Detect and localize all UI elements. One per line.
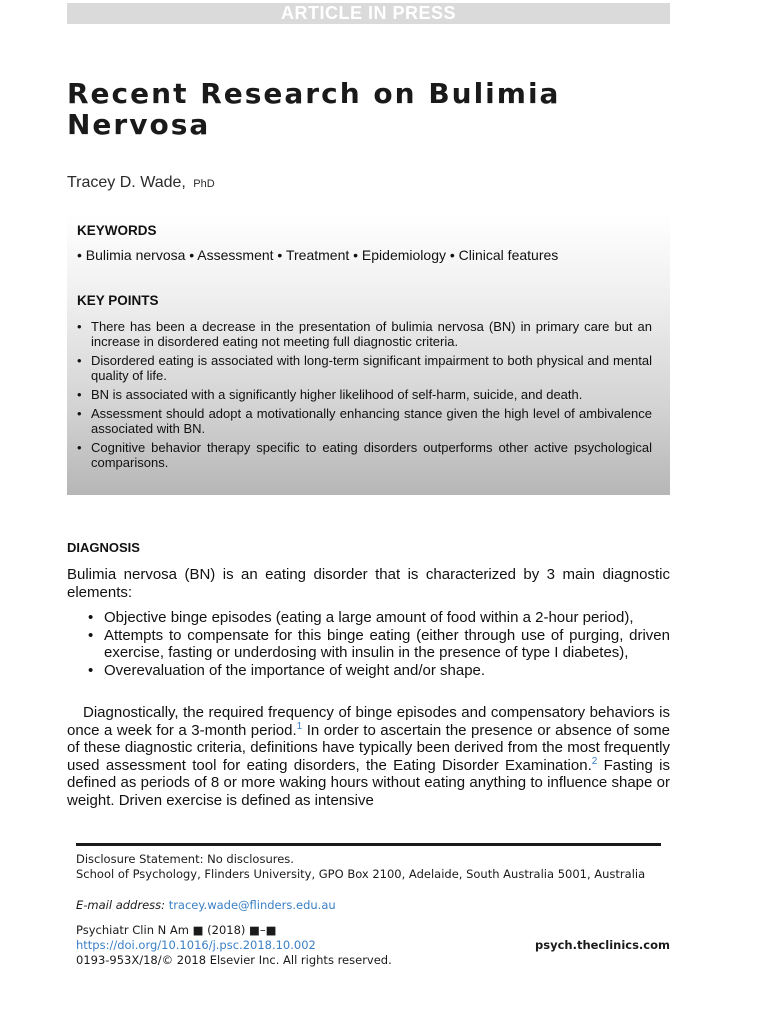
disclosure-statement: Disclosure Statement: No disclosures. [76,852,294,866]
article-in-press-banner: ARTICLE IN PRESS [67,3,670,24]
key-point-item: • Assessment should adopt a motivationally enhancing stance given the high level of ambivalence associated with BN. [77,406,652,436]
reference-link-1[interactable]: 1 [296,720,303,732]
author-name: Tracey D. Wade, [67,174,186,191]
copyright-line: 0193-953X/18/© 2018 Elsevier Inc. All rights reserved. [76,953,392,967]
paragraph-text: Diagnostically, the required frequency of binge episodes and compensatory behaviors is once a week for a 3-month period. [67,704,670,739]
key-points-heading: KEY POINTS [77,293,159,308]
article-title: Recent Research on Bulimia Nervosa [67,77,561,141]
email-link[interactable]: tracey.wade@flinders.edu.au [168,898,336,912]
doi-link[interactable]: https://doi.org/10.1016/j.psc.2018.10.002 [76,938,316,952]
paragraph-text: Fasting is defined as periods of 8 or more waking hours without eating anything to influence shape or weight. Driven exercise is defined as intensive [67,756,670,809]
diagnostic-criteria-list [88,609,670,679]
criterion-item: • Attempts to compensate for this binge eating (either through use of purging, driven exercise, fasting or underdosing with insulin in the presence of type I diabetes), [88,627,670,662]
criterion-item: • Overevaluation of the importance of weight and/or shape. [88,662,670,680]
keywords-heading: KEYWORDS [77,223,157,238]
author-line [67,174,215,192]
keywords-list: • Bulimia nervosa • Assessment • Treatment • Epidemiology • Clinical features [77,247,559,263]
paragraph-text: In order to ascertain the presence or absence of some of these diagnostic criteria, definitions have typically been derived from the most frequently used assessment tool for eating disorders, the Eating Disorder Examination. [67,721,670,774]
criterion-item: • Objective binge episodes (eating a large amount of food within a 2-hour period), [88,609,670,627]
keywords-keypoints-box [67,214,670,495]
email-label: E-mail address: [76,898,166,912]
diagnosis-heading: DIAGNOSIS [67,540,140,555]
key-point-item: • BN is associated with a significantly higher likelihood of self-harm, suicide, and death. [77,387,652,402]
email-line [76,898,661,913]
key-point-item: • Disordered eating is associated with long-term significant impairment to both physical and mental quality of life. [77,353,652,383]
key-point-item: • Cognitive behavior therapy specific to eating disorders outperforms other active psychological comparisons. [77,440,652,470]
footer-divider [76,843,661,846]
author-affiliation: School of Psychology, Flinders University, GPO Box 2100, Adelaide, South Australia 5001, Australia [76,867,646,881]
author-degree: PhD [193,178,215,190]
diagnosis-paragraph [67,704,670,809]
journal-citation: Psychiatr Clin N Am ■ (2018) ■–■ [76,923,277,937]
key-points-list [77,319,652,474]
journal-website: psych.theclinics.com [535,938,670,952]
reference-link-2[interactable]: 2 [591,755,598,767]
diagnosis-intro: Bulimia nervosa (BN) is an eating disorder that is characterized by 3 main diagnostic elements: [67,566,670,601]
key-point-item: • There has been a decrease in the presentation of bulimia nervosa (BN) in primary care but an increase in disordered eating not meeting full diagnostic criteria. [77,319,652,349]
